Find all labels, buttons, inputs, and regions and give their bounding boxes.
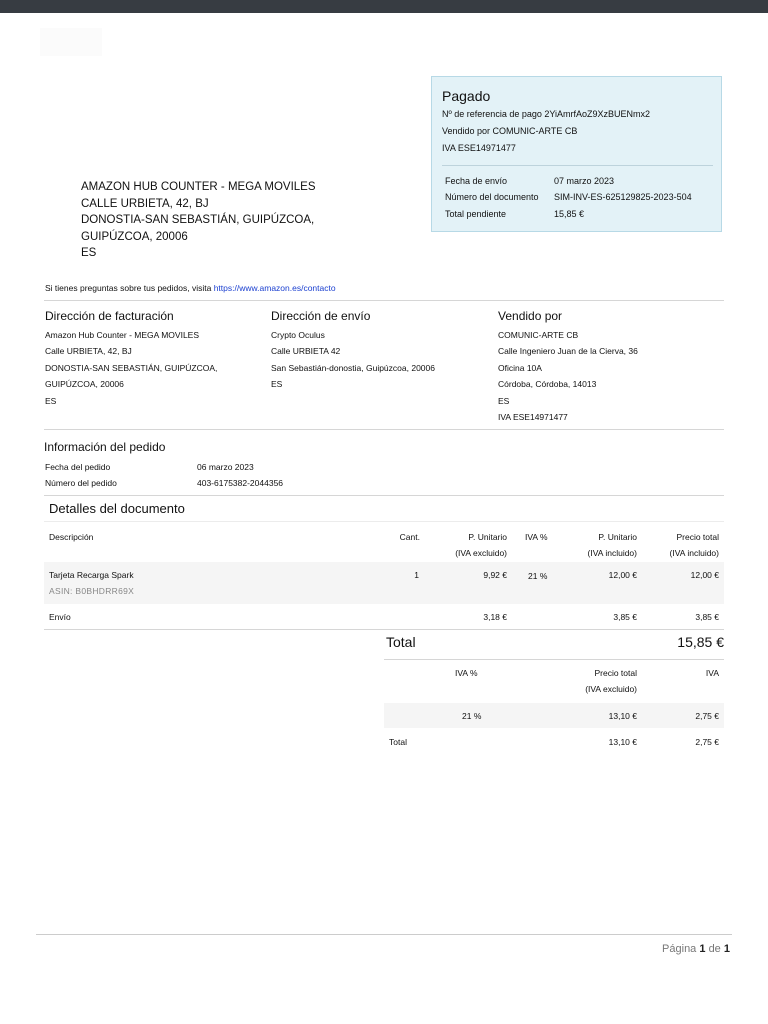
seller-line: COMUNIC-ARTE CB <box>498 330 579 340</box>
shipping-unit-price-incl: 3,85 € <box>613 612 637 622</box>
recipient-line: DONOSTIA-SAN SEBASTIÁN, GUIPÚZCOA, <box>81 214 315 226</box>
vat-summary-rate-header: IVA % <box>455 668 478 678</box>
ship-date-label: Fecha de envío <box>445 176 508 186</box>
billing-title: Dirección de facturación <box>45 309 174 323</box>
col-vat-rate: IVA % <box>525 532 548 542</box>
col-description: Descripción <box>49 532 94 542</box>
grand-total-value: 15,85 € <box>677 634 724 650</box>
sold-by-line: Vendido por COMUNIC-ARTE CB <box>442 126 578 136</box>
col-unit-price-incl-line1: P. Unitario <box>598 532 637 542</box>
footer-divider <box>36 934 732 935</box>
vat-id-line: IVA ESE14971477 <box>442 143 516 153</box>
seller-line: Córdoba, Córdoba, 14013 <box>498 379 597 390</box>
billing-line: Amazon Hub Counter - MEGA MOVILES <box>45 330 200 340</box>
item-unit-price-incl: 12,00 € <box>608 570 637 580</box>
vat-summary-total-vat: 2,75 € <box>695 737 719 747</box>
col-unit-price-excl <box>420 529 507 561</box>
ship-date-value: 07 marzo 2023 <box>554 176 615 186</box>
of-word: de <box>708 943 721 955</box>
seller-title: Vendido por <box>498 309 563 323</box>
order-date-label: Fecha del pedido <box>45 462 111 472</box>
col-total-price-line2: (IVA incluido) <box>669 548 719 558</box>
col-total-price-line1: Precio total <box>676 532 719 542</box>
shipping-row-name: Envío <box>49 612 71 622</box>
item-unit-price-excl: 9,92 € <box>483 570 507 580</box>
help-text-prefix: Si tienes preguntas sobre tus pedidos, visita <box>45 283 214 293</box>
vat-summary-net: 13,10 € <box>608 711 637 721</box>
divider <box>44 429 724 430</box>
help-text <box>45 283 336 293</box>
page-word: Página <box>662 943 697 955</box>
col-unit-price-excl-line1: P. Unitario <box>468 532 507 542</box>
billing-line: ES <box>45 395 57 406</box>
seller-line: IVA ESE14971477 <box>498 412 568 423</box>
billing-address <box>45 327 217 409</box>
page-indicator <box>560 943 730 955</box>
total-pages: 1 <box>723 943 730 955</box>
recipient-line: CALLE URBIETA, 42, BJ <box>81 197 209 210</box>
shipping-line: San Sebastián-donostia, Guipúzcoa, 20006 <box>271 362 435 373</box>
current-page: 1 <box>699 943 706 955</box>
col-unit-price-incl-line2: (IVA incluido) <box>587 548 637 558</box>
grand-total-label: Total <box>386 634 416 650</box>
vat-summary-total-header-line2: (IVA excluido) <box>585 684 637 694</box>
recipient-line: ES <box>81 247 97 259</box>
shipping-title: Dirección de envío <box>271 309 371 323</box>
order-date-value: 06 marzo 2023 <box>197 462 254 472</box>
seller-line: ES <box>498 395 510 406</box>
vat-summary-vat: 2,75 € <box>695 711 719 721</box>
col-quantity: Cant. <box>399 532 420 542</box>
item-quantity: 1 <box>414 570 419 580</box>
col-unit-price-incl <box>550 529 637 561</box>
billing-line: Calle URBIETA, 42, BJ <box>45 346 132 357</box>
doc-number-value: SIM-INV-ES-625129825-2023-504 <box>554 192 692 202</box>
payment-divider <box>442 165 713 166</box>
doc-number-label: Número del documento <box>445 192 539 202</box>
divider <box>384 659 724 660</box>
recipient-address <box>81 179 316 262</box>
recipient-line: AMAZON HUB COUNTER - MEGA MOVILES <box>81 181 316 193</box>
recipient-line: GUIPÚZCOA, 20006 <box>81 230 188 243</box>
pending-value: 15,85 € <box>554 209 585 219</box>
payment-reference: Nº de referencia de pago 2YiAmrfAoZ9XzBUENmx2 <box>442 109 651 119</box>
seller-line: Oficina 10A <box>498 362 542 373</box>
divider <box>44 629 724 630</box>
col-total-price <box>640 529 719 561</box>
order-number-value: 403-6175382-2044356 <box>197 478 284 488</box>
vat-summary-vat-header: IVA <box>705 668 719 678</box>
vat-summary-total-net: 13,10 € <box>608 737 637 747</box>
item-asin: ASIN: B0BHDRR69X <box>49 586 135 596</box>
divider <box>44 300 724 301</box>
billing-line: DONOSTIA-SAN SEBASTIÁN, GUIPÚZCOA, <box>45 362 218 373</box>
shipping-address <box>271 327 435 393</box>
item-total-price: 12,00 € <box>690 570 719 580</box>
item-vat-rate: 21 % <box>528 571 548 581</box>
shipping-unit-price-excl: 3,18 € <box>483 612 507 622</box>
payment-status: Pagado <box>442 88 491 104</box>
col-unit-price-excl-line2: (IVA excluido) <box>455 548 507 558</box>
document-details-title: Detalles del documento <box>49 501 185 516</box>
table-row <box>44 562 724 604</box>
shipping-line: ES <box>271 379 283 390</box>
order-info-title: Información del pedido <box>44 440 166 454</box>
payment-summary-box <box>431 76 722 232</box>
billing-line: GUIPÚZCOA, 20006 <box>45 379 124 390</box>
vat-summary-total-header <box>540 665 637 697</box>
divider <box>44 521 724 522</box>
shipping-total-price: 3,85 € <box>695 612 719 622</box>
top-bar <box>0 0 768 13</box>
vat-summary-rate: 21 % <box>462 711 482 721</box>
vat-summary-total-header-line1: Precio total <box>594 668 637 678</box>
divider <box>44 495 724 496</box>
vat-summary-total-label: Total <box>389 737 407 747</box>
contact-link[interactable]: https://www.amazon.es/contacto <box>213 283 336 293</box>
pending-label: Total pendiente <box>445 209 507 219</box>
seller-address <box>498 327 638 425</box>
logo-placeholder <box>40 28 102 56</box>
seller-line: Calle Ingeniero Juan de la Cierva, 36 <box>498 346 638 357</box>
shipping-line: Calle URBIETA 42 <box>271 346 341 357</box>
order-number-label: Número del pedido <box>45 478 117 488</box>
shipping-line: Crypto Oculus <box>271 330 325 340</box>
item-name: Tarjeta Recarga Spark <box>49 570 134 580</box>
